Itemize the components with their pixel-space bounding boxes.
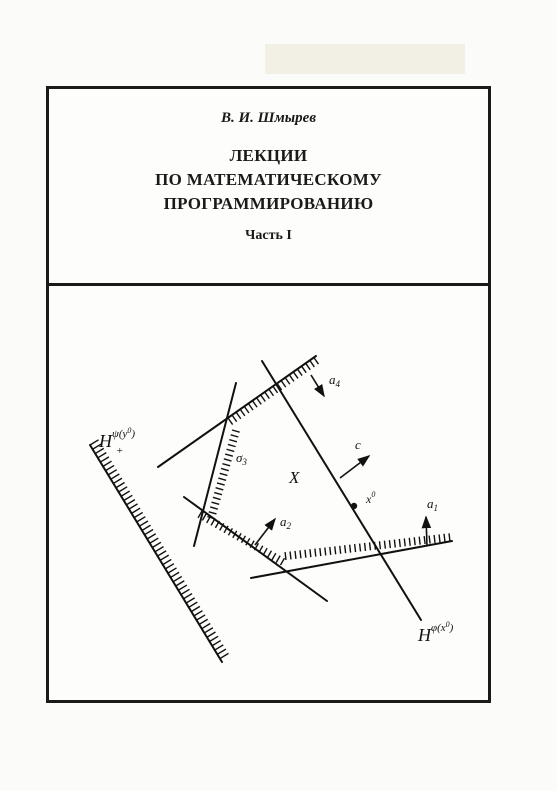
hatch-mark bbox=[222, 464, 230, 466]
hatch-mark bbox=[204, 628, 213, 633]
hatch-mark bbox=[320, 548, 321, 556]
hatch-mark bbox=[444, 534, 445, 542]
hatch-mark bbox=[168, 568, 177, 573]
hatch-mark bbox=[394, 540, 395, 548]
hatch-mark bbox=[232, 415, 237, 422]
hatch-mark bbox=[126, 500, 135, 505]
hatch-mark bbox=[191, 606, 200, 611]
hatch-mark bbox=[306, 363, 311, 370]
hatch-mark bbox=[145, 530, 154, 535]
hatch-mark bbox=[389, 540, 390, 548]
hatch-mark bbox=[384, 541, 385, 549]
hatch-mark bbox=[134, 512, 143, 517]
hatch-mark bbox=[224, 459, 232, 461]
hatch-mark bbox=[424, 536, 425, 544]
hatch-mark bbox=[186, 598, 195, 603]
hatch-mark bbox=[409, 538, 410, 546]
hatch-mark bbox=[248, 404, 253, 411]
hatch-mark bbox=[147, 534, 156, 539]
title-block bbox=[49, 110, 488, 244]
hatch-mark bbox=[429, 536, 430, 544]
hatch-mark bbox=[345, 545, 346, 553]
hatch-mark bbox=[297, 369, 302, 376]
hatch-mark bbox=[98, 453, 107, 458]
paper-stain bbox=[265, 44, 465, 74]
hatch-mark bbox=[261, 395, 266, 402]
vector-a4 bbox=[311, 375, 324, 396]
label-a4: $a_4$ bbox=[329, 372, 340, 389]
hatch-mark bbox=[240, 409, 245, 416]
hatch-mark bbox=[189, 602, 198, 607]
hatch-mark bbox=[158, 551, 167, 556]
hatch-mark bbox=[111, 474, 120, 479]
hatch-mark bbox=[218, 478, 226, 480]
hatch-mark bbox=[370, 542, 371, 550]
hatch-mark bbox=[229, 440, 237, 442]
hatch-mark bbox=[106, 465, 115, 470]
hatch-mark bbox=[121, 491, 130, 496]
hatch-mark bbox=[290, 551, 291, 559]
hatch-mark bbox=[142, 525, 151, 530]
hatch-mark bbox=[225, 454, 233, 456]
title-line-1: ЛЕКЦИИ bbox=[229, 146, 308, 165]
hatch-mark bbox=[404, 538, 405, 546]
label-h-psi: $H^{\psi(y0}_)$ + bbox=[99, 426, 136, 457]
hatch-mark bbox=[325, 548, 326, 556]
hatch-mark bbox=[449, 533, 450, 541]
hatch-mark bbox=[209, 512, 217, 514]
hatch-mark bbox=[124, 495, 133, 500]
hatching-marks bbox=[90, 358, 450, 659]
hatch-mark bbox=[228, 444, 236, 446]
hatch-mark bbox=[434, 535, 435, 543]
vector-a2 bbox=[255, 519, 275, 545]
hatch-mark bbox=[293, 372, 298, 379]
hatch-mark bbox=[315, 549, 316, 557]
hatch-mark bbox=[152, 542, 161, 547]
hatch-mark bbox=[155, 547, 164, 552]
hatch-mark bbox=[212, 641, 221, 646]
vector-a1 bbox=[426, 517, 427, 546]
hatch-mark bbox=[267, 551, 271, 558]
hatch-mark bbox=[139, 521, 148, 526]
title-line-3: ПРОГРАММИРОВАНИЮ bbox=[163, 194, 374, 213]
label-h-phi: $H^{\varphi(x0}_)$ bbox=[418, 620, 454, 645]
hatch-mark bbox=[173, 576, 182, 581]
hatch-mark bbox=[300, 550, 301, 558]
hatch-mark bbox=[257, 398, 262, 405]
feasible-region-figure bbox=[49, 289, 488, 700]
hatch-mark bbox=[355, 544, 356, 552]
hatch-mark bbox=[302, 366, 307, 373]
hatch-mark bbox=[160, 555, 169, 560]
hatch-mark bbox=[171, 572, 180, 577]
label-a3: $\sigma_3$ bbox=[236, 450, 247, 467]
hatch-mark bbox=[330, 547, 331, 555]
hatch-mark bbox=[132, 508, 141, 513]
hatch-mark bbox=[375, 542, 376, 550]
hatch-mark bbox=[285, 378, 290, 385]
hatch-mark bbox=[90, 440, 99, 445]
hatch-mark bbox=[150, 538, 159, 543]
vector-c bbox=[340, 456, 369, 478]
hatch-mark bbox=[202, 623, 211, 628]
hatch-mark bbox=[236, 412, 241, 419]
hatch-mark bbox=[103, 461, 112, 466]
hatch-mark bbox=[295, 551, 296, 559]
hatch-mark bbox=[199, 619, 208, 624]
label-vector-c: c bbox=[355, 437, 361, 452]
hatch-mark bbox=[439, 534, 440, 542]
hatch-mark bbox=[281, 558, 285, 565]
hatch-mark bbox=[217, 483, 225, 485]
hatch-mark bbox=[365, 543, 366, 551]
hatch-mark bbox=[207, 632, 216, 637]
hatch-mark bbox=[232, 430, 240, 432]
hatch-mark bbox=[419, 537, 420, 545]
hatch-mark bbox=[194, 611, 203, 616]
point-x0 bbox=[351, 503, 357, 509]
hatch-mark bbox=[116, 483, 125, 488]
hatch-mark bbox=[221, 468, 229, 470]
hatch-mark bbox=[314, 358, 319, 365]
hatch-mark bbox=[285, 552, 286, 560]
title-line-2: ПО МАТЕМАТИЧЕСКОМУ bbox=[155, 170, 382, 189]
hatch-mark bbox=[137, 517, 146, 522]
hatch-mark bbox=[100, 457, 109, 462]
hatch-mark bbox=[184, 594, 193, 599]
hatch-mark bbox=[210, 507, 218, 509]
hatch-mark bbox=[227, 449, 235, 451]
label-point-x0: $x^0$ bbox=[366, 490, 376, 506]
hatch-mark bbox=[289, 375, 294, 382]
hatch-mark bbox=[263, 548, 267, 555]
hatch-mark bbox=[215, 645, 224, 650]
label-set-x: X bbox=[289, 468, 300, 487]
hatch-mark bbox=[228, 418, 233, 425]
hatch-mark bbox=[253, 401, 258, 408]
hatch-mark bbox=[211, 518, 215, 525]
hatch-mark bbox=[212, 502, 220, 504]
hatch-mark bbox=[129, 504, 138, 509]
hatch-mark bbox=[108, 470, 117, 475]
hatch-mark bbox=[335, 546, 336, 554]
hatch-mark bbox=[350, 545, 351, 553]
hatch-mark bbox=[181, 589, 190, 594]
hatch-mark bbox=[217, 649, 226, 654]
part-label: Часть I bbox=[245, 228, 292, 243]
hatch-mark bbox=[310, 360, 315, 367]
hatch-mark bbox=[305, 550, 306, 558]
hatch-mark bbox=[210, 636, 219, 641]
constraint-line-bottom bbox=[251, 541, 452, 578]
label-a1: $a_1$ bbox=[427, 496, 438, 513]
hatch-mark bbox=[220, 653, 229, 658]
hatch-mark bbox=[214, 493, 222, 495]
author-name: В. И. Шмырев bbox=[220, 110, 317, 126]
hatch-mark bbox=[216, 488, 224, 490]
hatch-mark bbox=[276, 556, 280, 563]
level-line-h-phi bbox=[262, 361, 421, 620]
hatch-mark bbox=[360, 544, 361, 552]
label-a2: $a_2$ bbox=[280, 514, 291, 531]
hatch-mark bbox=[197, 615, 206, 620]
hatch-mark bbox=[269, 389, 274, 396]
hatch-mark bbox=[165, 564, 174, 569]
hyperplane-h-psi bbox=[90, 445, 222, 662]
hatch-mark bbox=[213, 497, 221, 499]
hatch-mark bbox=[244, 406, 249, 413]
hatch-mark bbox=[273, 386, 278, 393]
hatch-mark bbox=[178, 585, 187, 590]
hatch-mark bbox=[399, 539, 400, 547]
hatch-mark bbox=[163, 559, 172, 564]
hatch-mark bbox=[310, 549, 311, 557]
hatch-mark bbox=[113, 478, 122, 483]
hatch-mark bbox=[281, 381, 286, 388]
hatch-mark bbox=[119, 487, 128, 492]
hatch-mark bbox=[176, 581, 185, 586]
hatch-mark bbox=[340, 546, 341, 554]
hatch-mark bbox=[272, 553, 276, 560]
hatch-mark bbox=[220, 473, 228, 475]
constraint-line-left bbox=[194, 383, 236, 546]
hatch-mark bbox=[414, 537, 415, 545]
hatch-mark bbox=[265, 392, 270, 399]
cover-divider bbox=[46, 283, 491, 286]
hatch-mark bbox=[231, 435, 239, 437]
hatch-mark bbox=[379, 541, 380, 549]
